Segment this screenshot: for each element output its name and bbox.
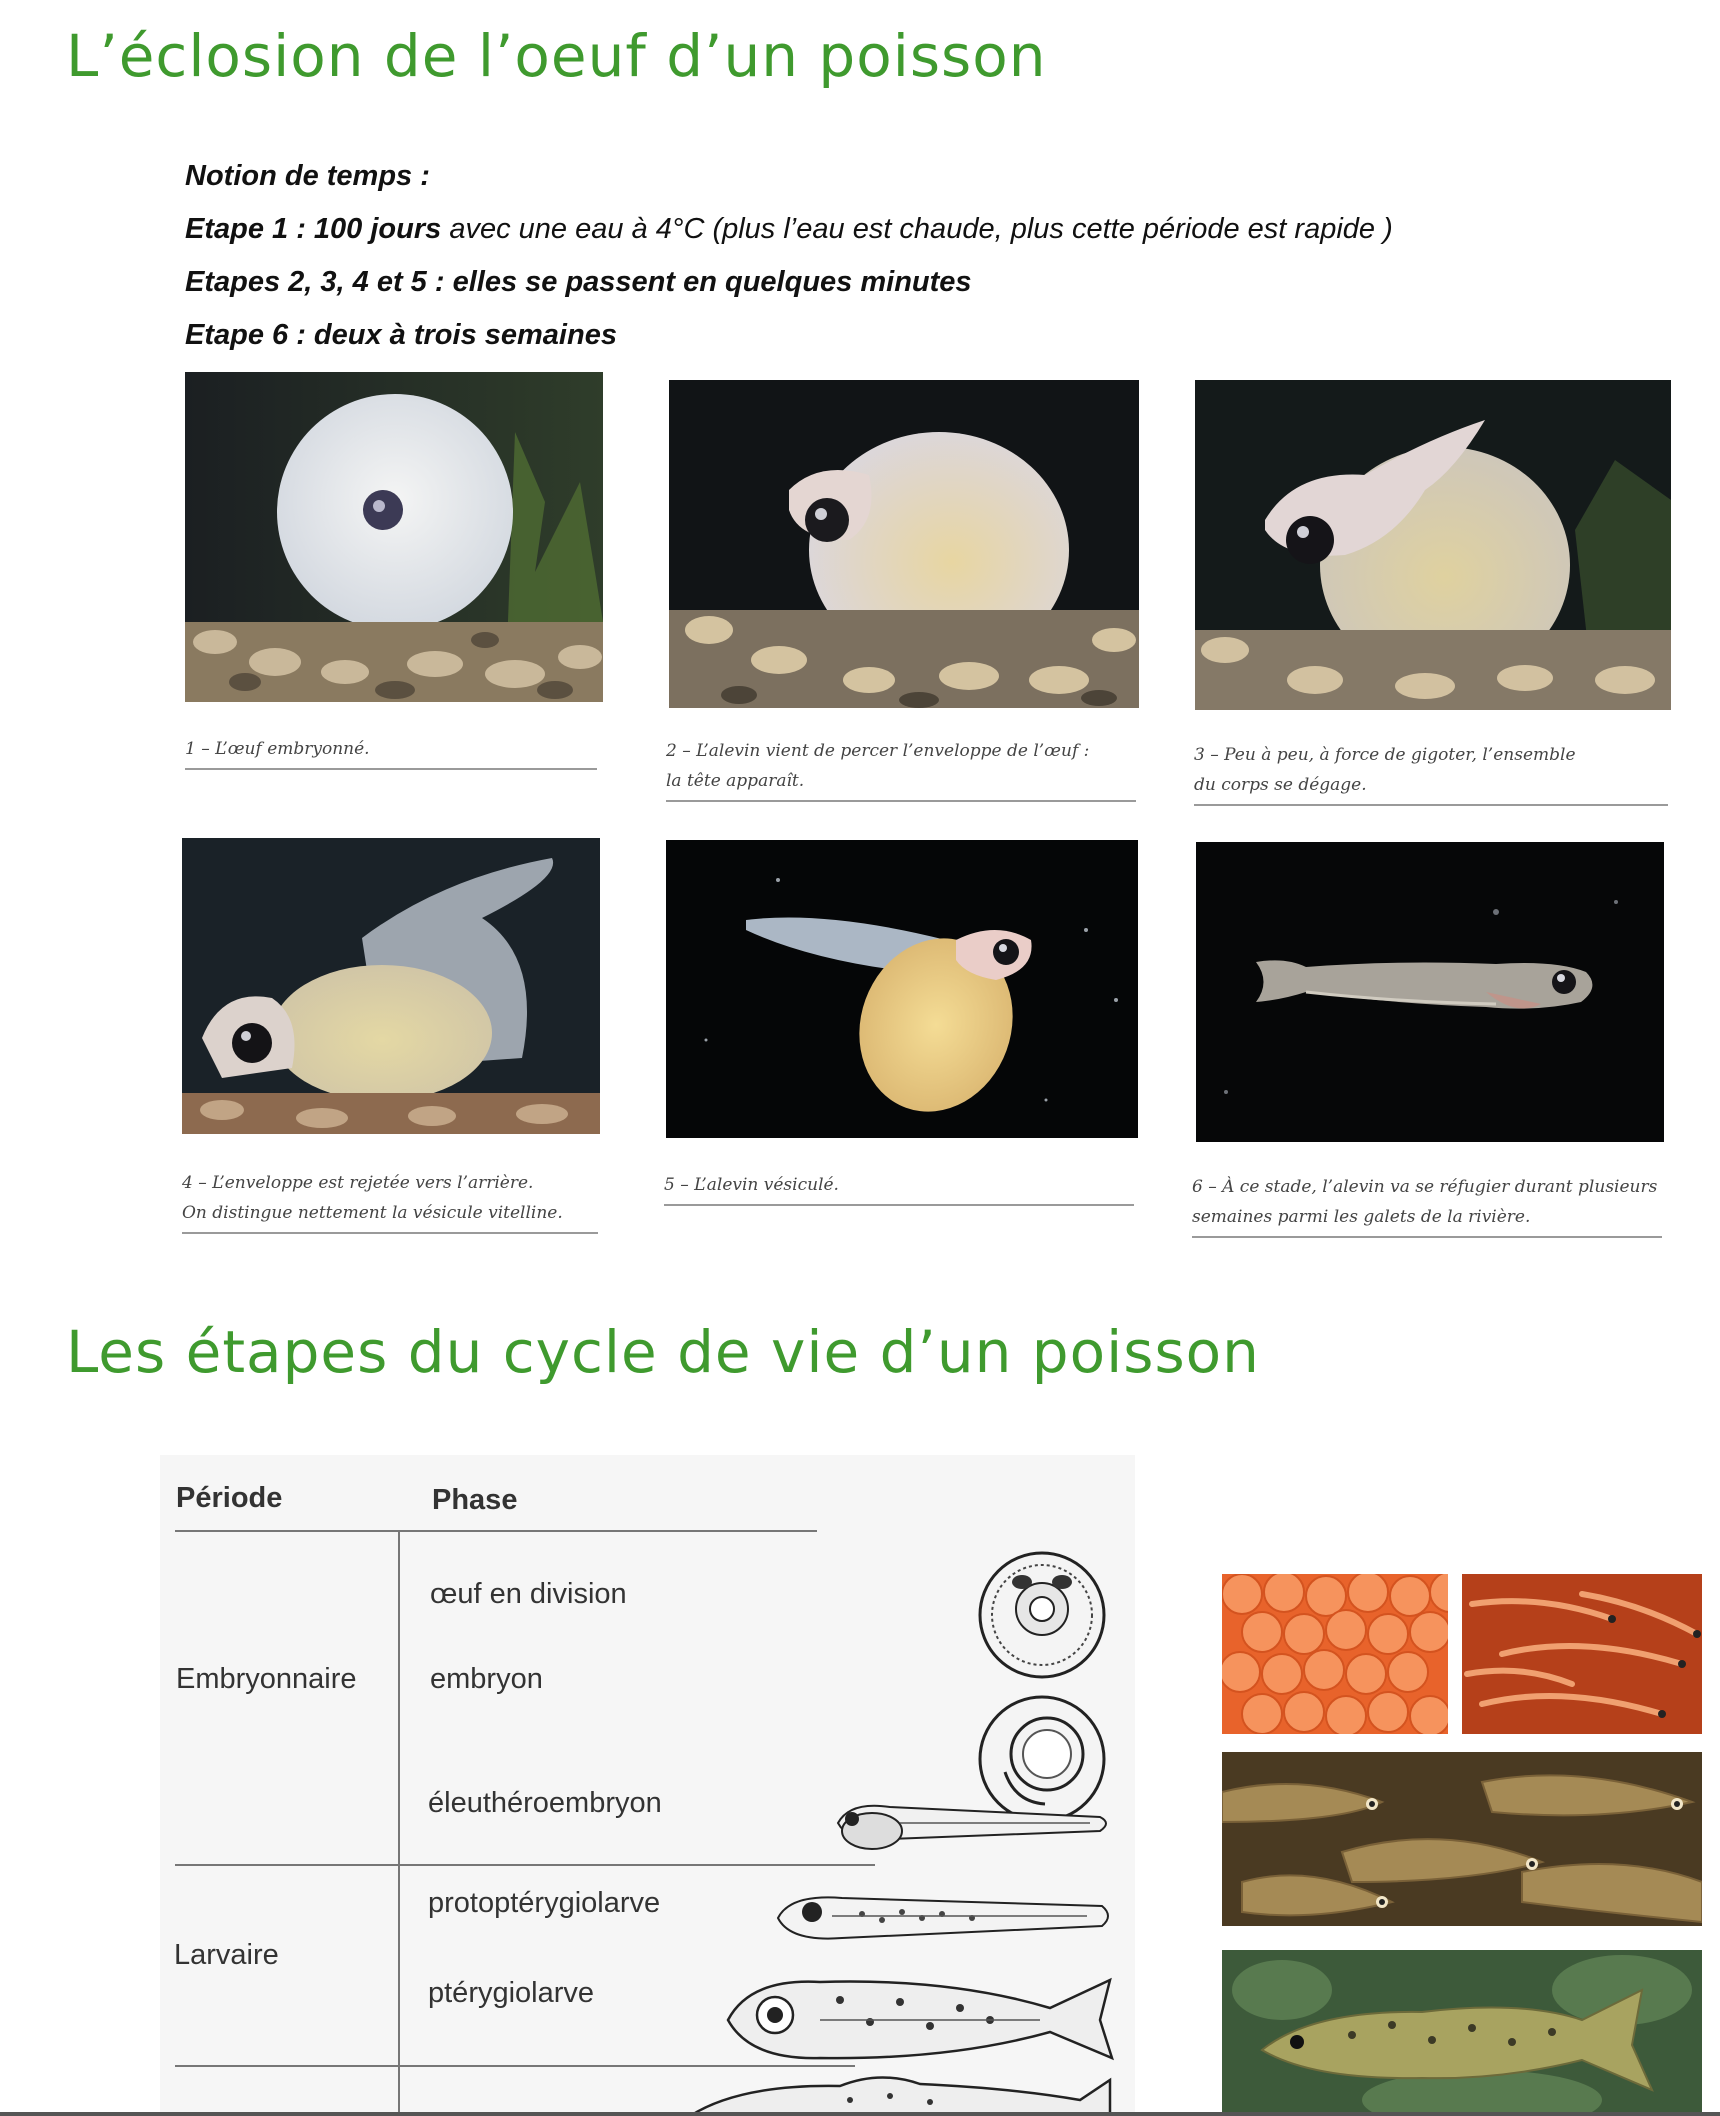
page-title: L’éclosion de l’oeuf d’un poisson xyxy=(66,22,1047,90)
period-embryonic: Embryonnaire xyxy=(176,1663,357,1695)
egg-division-drawing xyxy=(975,1547,1110,1683)
stage-6-photo xyxy=(1196,842,1664,1142)
steps-2-5: Etapes 2, 3, 4 et 5 : elles se passent en quelques minutes xyxy=(185,266,972,298)
stage-3-caption: 3 – Peu à peu, à force de gigoter, l’ensemble du corps se dégage. xyxy=(1194,740,1668,806)
stage-4-caption: 4 – L’enveloppe est rejetée vers l’arrière. On distingue nettement la vésicule vitelline. xyxy=(182,1168,598,1234)
pterygiolarva-drawing xyxy=(720,1960,1115,2070)
stage-5-caption: 5 – L’alevin vésiculé. xyxy=(664,1170,1134,1206)
stage-1-caption: 1 – L’œuf embryonné. xyxy=(185,734,597,770)
period-divider xyxy=(175,1864,875,1866)
phase-eleutheroembryo: éleuthéroembryon xyxy=(428,1787,662,1819)
stage-1-photo xyxy=(185,372,603,702)
header-rule xyxy=(175,1530,817,1532)
eleutheroembryo-drawing xyxy=(830,1793,1115,1863)
phase-protopterygiolarva: protoptérygiolarve xyxy=(428,1887,661,1919)
stage-3-photo xyxy=(1195,380,1671,710)
period-larval: Larvaire xyxy=(174,1939,279,1971)
trout-photo xyxy=(1222,1950,1702,2116)
stage-2-caption: 2 – L’alevin vient de percer l’enveloppe de l’œuf : la tête apparaît. xyxy=(666,736,1136,802)
stage-4-photo xyxy=(182,838,600,1134)
step1-text: avec une eau à 4°C (plus l’eau est chaude, plus cette période est rapide ) xyxy=(441,213,1393,245)
phase-embryo: embryon xyxy=(430,1663,543,1695)
fry-photo xyxy=(1222,1752,1702,1926)
column-divider xyxy=(398,1530,400,2116)
notes-heading: Notion de temps : xyxy=(185,160,430,192)
step1-label: Etape 1 : 100 jours xyxy=(185,213,442,245)
hatchlings-photo xyxy=(1462,1574,1702,1734)
page-bottom-rule xyxy=(0,2112,1720,2116)
eggs-photo xyxy=(1222,1574,1448,1734)
column-header-phase: Phase xyxy=(432,1484,518,1516)
stage-6-caption: 6 – À ce stade, l’alevin va se réfugier durant plusieurs semaines parmi les galets de la rivière. xyxy=(1192,1172,1662,1238)
life-cycle-table xyxy=(160,1455,1135,2116)
step6: Etape 6 : deux à trois semaines xyxy=(185,319,617,351)
stage-2-photo xyxy=(669,380,1139,708)
stage-5-photo xyxy=(666,840,1138,1138)
phase-egg-division: œuf en division xyxy=(430,1578,627,1610)
phase-pterygiolarva: ptérygiolarve xyxy=(428,1977,595,2009)
protopterygiolarva-drawing xyxy=(772,1882,1117,1952)
column-header-period: Période xyxy=(176,1482,283,1514)
time-notes xyxy=(185,150,1393,362)
juvenile-drawing xyxy=(680,2070,1120,2116)
section-title-cycle: Les étapes du cycle de vie d’un poisson xyxy=(66,1318,1260,1386)
